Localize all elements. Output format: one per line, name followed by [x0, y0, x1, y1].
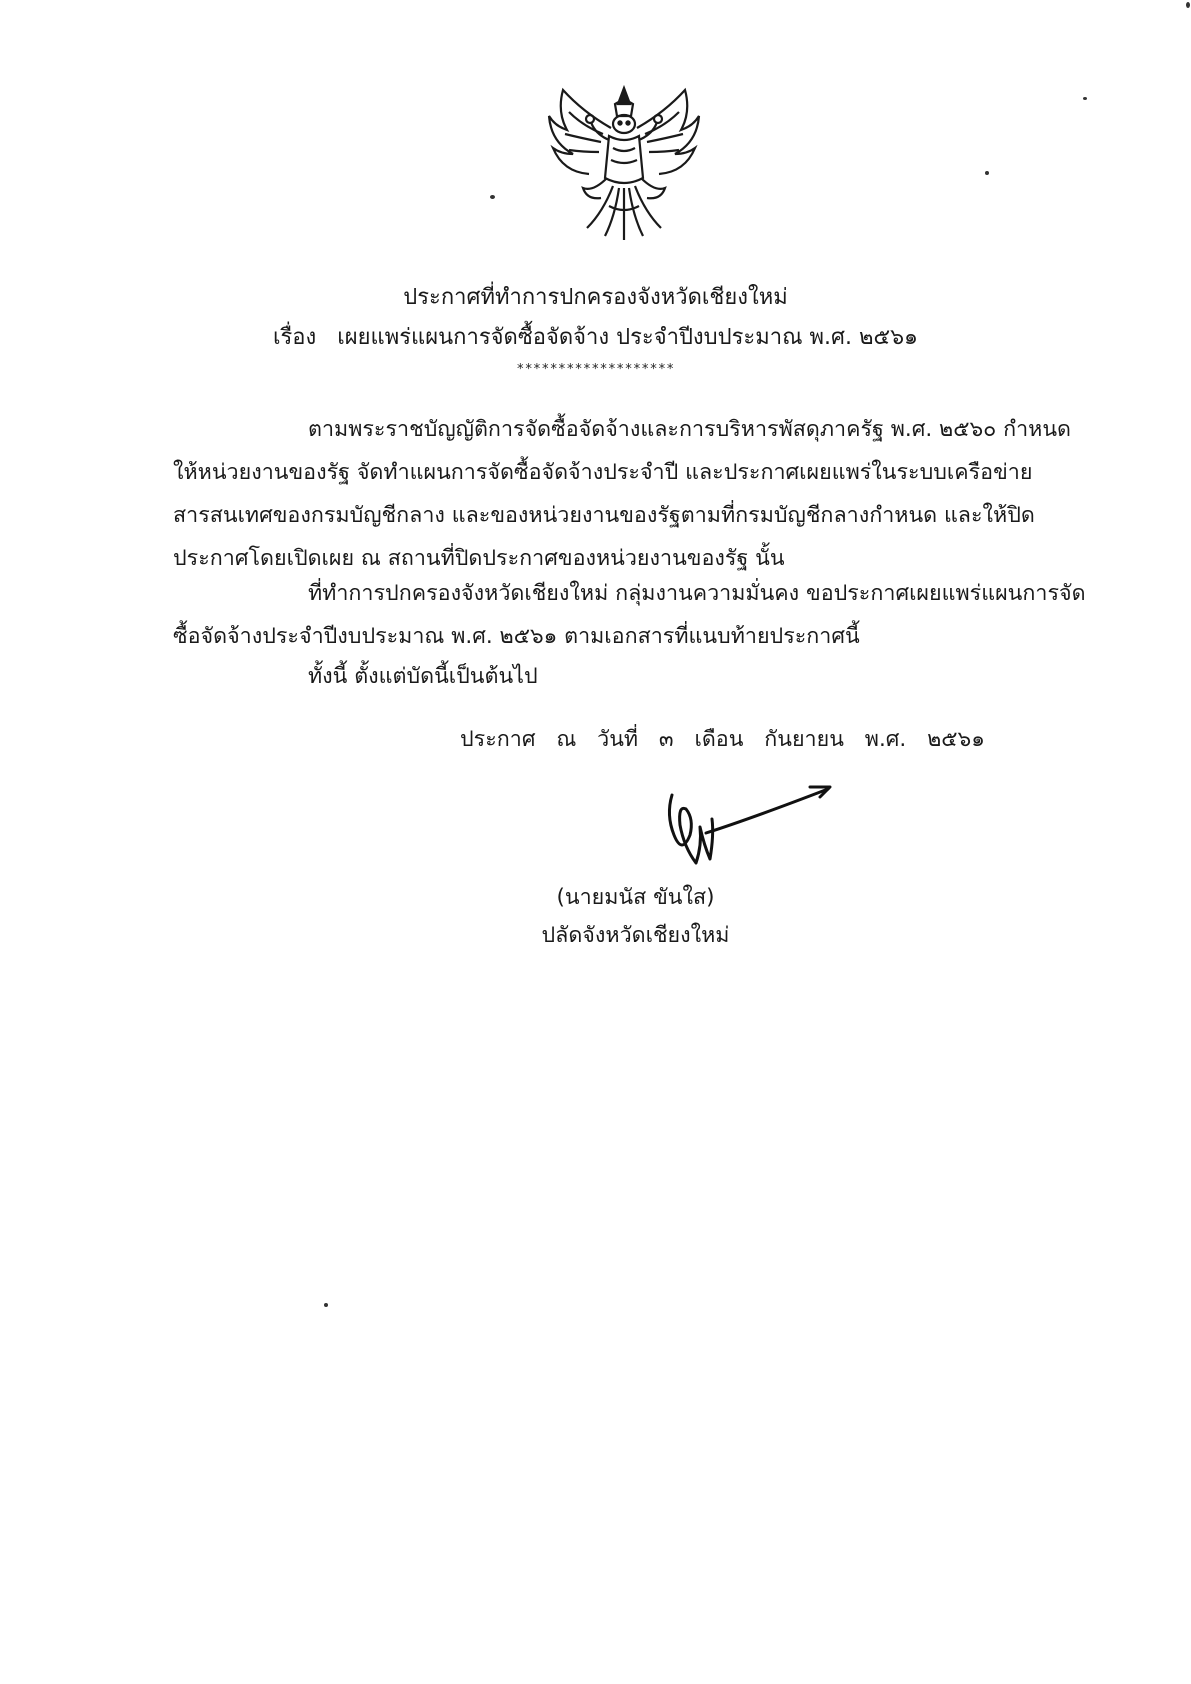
- subject-text: เผยแพร่แผนการจัดซื้อจัดจ้าง ประจำปีงบประมาณ พ.ศ. ๒๕๖๑: [337, 325, 919, 350]
- date-at-label: ณ: [556, 727, 577, 752]
- handwritten-signature: [660, 775, 840, 875]
- date-day-label: วันที่: [597, 727, 639, 752]
- date-year-label: พ.ศ.: [864, 727, 907, 752]
- scan-speck: [1083, 97, 1087, 100]
- date-announce-label: ประกาศ: [460, 727, 536, 752]
- body-paragraph-3: ทั้งนี้ ตั้งแต่บัดนี้เป็นต้นไป: [308, 664, 538, 689]
- signer-position: ปลัดจังหวัดเชียงใหม่: [541, 923, 730, 948]
- date-line: [460, 718, 999, 761]
- signer-name: (นายมนัส ขันใส): [556, 885, 715, 910]
- scan-speck: [1186, 2, 1190, 8]
- scan-speck: [324, 1303, 328, 1307]
- announcement-title: ประกาศที่ทำการปกครองจังหวัดเชียงใหม่: [403, 285, 788, 310]
- announcement-subject: [0, 322, 1191, 354]
- date-month-value: กันยายน: [764, 727, 844, 752]
- date-year-value: ๒๕๖๑: [927, 727, 985, 752]
- separator-line: *******************: [516, 362, 675, 377]
- date-month-label: เดือน: [694, 727, 744, 752]
- body-paragraph-1: ตามพระราชบัญญัติการจัดซื้อจัดจ้างและการบริหารพัสดุภาครัฐ พ.ศ. ๒๕๖๐ กำหนดให้หน่วยงานของรัฐ จัดทำแผนการจัดซื้อจัดจ้างประจำปี และประกาศเผยแพร่ในระบบเครือข่ายสารสนเทศของกรมบัญชีกลาง และของหน่วยงานของรัฐตามที่กรมบัญชีกลางกำหนด และให้ปิดประกาศโดยเปิดเผย ณ สถานที่ปิดประกาศของหน่วยงานของรัฐ นั้น: [173, 417, 1071, 571]
- garuda-emblem-icon: [543, 82, 705, 242]
- body-paragraph-2: ที่ทำการปกครองจังหวัดเชียงใหม่ กลุ่มงานความมั่นคง ขอประกาศเผยแพร่แผนการจัดซื้อจัดจ้างประจำปีงบประมาณ พ.ศ. ๒๕๖๑ ตามเอกสารที่แนบท้ายประกาศนี้: [173, 581, 1086, 649]
- subject-prefix: เรื่อง: [272, 325, 317, 350]
- date-day-value: ๓: [658, 727, 674, 752]
- scan-speck: [490, 195, 495, 199]
- scan-speck: [985, 171, 989, 175]
